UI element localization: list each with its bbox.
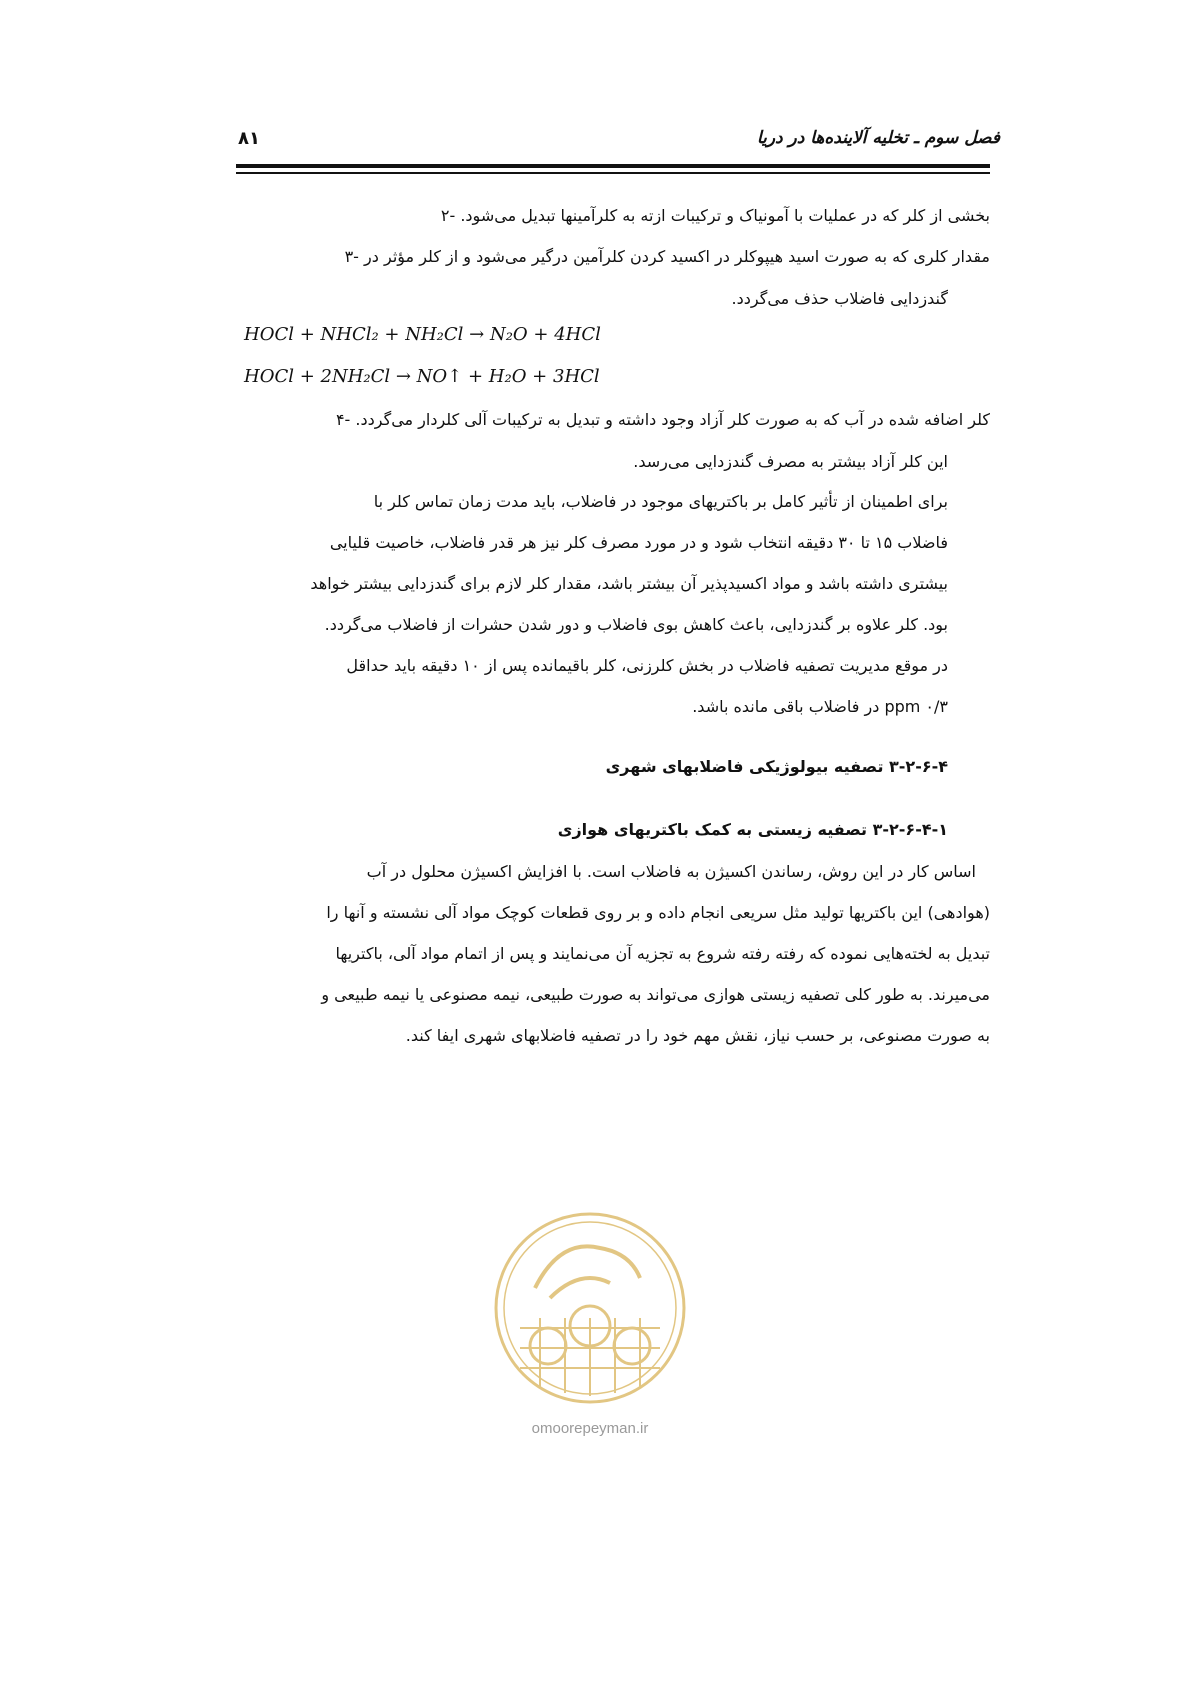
paragraph1-line2: فاضلاب ۱۵ تا ۳۰ دقیقه انتخاب شود و در مورد مصرف کلر نیز هر قدر فاضلاب، خاصیت قلیایی bbox=[329, 533, 948, 552]
list-item-3-text-line1: مقدار کلری که به صورت اسید هیپوکلر در اکسید کردن کلرآمین درگیر می‌شود و از کلر مؤثر در bbox=[364, 247, 990, 266]
list-item-2-text: بخشی از کلر که در عملیات با آمونیاک و ترکیبات ازته به کلرآمینها تبدیل می‌شود. bbox=[460, 206, 990, 225]
list-item-3-number: -۳ bbox=[344, 247, 359, 266]
chapter-title: فصل سوم ـ تخلیه آلاینده‌ها در دریا bbox=[756, 128, 1000, 148]
watermark-caption: omoorepeyman.ir bbox=[531, 1420, 649, 1437]
header-rule-thin bbox=[236, 172, 990, 174]
list-item-4-number: -۴ bbox=[335, 410, 351, 429]
watermark-seal-logo bbox=[490, 1208, 690, 1408]
paragraph3-line5: به صورت مصنوعی، بر حسب نیاز، نقش مهم خود را در تصفیه فاضلابهای شهری ایفا کند. bbox=[405, 1026, 990, 1045]
paragraph3-line4: می‌میرند. به طور کلی تصفیه زیستی هوازی می‌تواند به صورت طبیعی، نیمه مصنوعی یا نیمه طبیعی و bbox=[321, 985, 990, 1004]
page-number: ۸۱ bbox=[238, 128, 260, 149]
paragraph1-line4: بود. کلر علاوه بر گندزدایی، باعث کاهش بوی فاضلاب و دور شدن حشرات از فاضلاب می‌گردد. bbox=[324, 615, 948, 634]
chemical-equation-1: HOCl + NHCl₂ + NH₂Cl → N₂O + 4HCl bbox=[244, 324, 601, 345]
header-rule-thick bbox=[236, 164, 990, 168]
paragraph1-line3: بیشتری داشته باشد و مواد اکسیدپذیر آن بیشتر باشد، مقدار کلر لازم برای گندزدایی بیشتر خواهد bbox=[310, 574, 948, 593]
paragraph3-line3: تبدیل به لخته‌هایی نموده که رفته رفته شروع به تجزیه آن می‌نمایند و پس از اتمام مواد آلی، باکتریها bbox=[335, 944, 990, 963]
list-item-3-text-line2: گندزدایی فاضلاب حذف می‌گردد. bbox=[731, 289, 948, 308]
chemical-equation-2: HOCl + 2NH₂Cl → NO↑ + H₂O + 3HCl bbox=[244, 366, 600, 387]
paragraph2-line2: ppm ۰/۳ در فاضلاب باقی مانده باشد. bbox=[692, 697, 948, 716]
paragraph1-line1: برای اطمینان از تأثیر کامل بر باکتریهای موجود در فاضلاب، باید مدت زمان تماس کلر با bbox=[373, 492, 948, 511]
paragraph2-line1: در موقع مدیریت تصفیه فاضلاب در بخش کلرزنی، کلر باقیمانده پس از ۱۰ دقیقه باید حداقل bbox=[346, 656, 948, 675]
paragraph3-line2: (هوادهی) این باکتریها تولید مثل سریعی انجام داده و بر روی قطعات کوچک مواد آلی نشسته و آنها را bbox=[326, 903, 990, 922]
list-item-2-number: -۲ bbox=[440, 206, 456, 225]
paragraph3-line1: اساس کار در این روش، رساندن اکسیژن به فاضلاب است. با افزایش اکسیژن محلول در آب bbox=[366, 862, 976, 881]
list-item-4-text-line1: کلر اضافه شده در آب که به صورت کلر آزاد وجود داشته و تبدیل به ترکیبات آلی کلردار می‌گردد. bbox=[355, 410, 990, 429]
list-item-4-text-line2: این کلر آزاد بیشتر به مصرف گندزدایی می‌رسد. bbox=[633, 452, 948, 471]
section-heading-3-2-6-4: ۳-۲-۶-۴ تصفیه بیولوژیکی فاضلابهای شهری bbox=[605, 757, 948, 776]
section-heading-3-2-6-4-1: ۳-۲-۶-۴-۱ تصفیه زیستی به کمک باکتریهای هوازی bbox=[557, 820, 948, 839]
